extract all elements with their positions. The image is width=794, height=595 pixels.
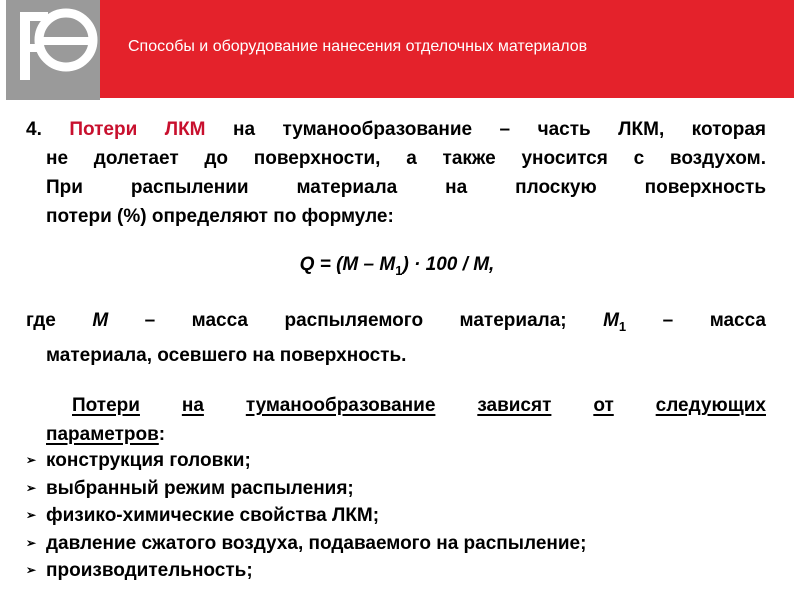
formula [0, 254, 794, 278]
underlined-word: зависят [477, 395, 552, 416]
paragraph-line [26, 420, 766, 449]
highlight-term: Потери ЛКМ [69, 119, 206, 140]
paragraph-line: материала, осевшего на поверхность. [46, 344, 407, 366]
paragraph-line [26, 115, 766, 144]
paragraph-definitions [26, 306, 766, 370]
underlined-word: туманообразование [245, 395, 436, 416]
paragraph-line [26, 306, 766, 341]
definition-text: где [26, 310, 93, 331]
formula-lhs: Q = (M – M [299, 254, 396, 275]
arrowhead-bullet-icon: ➢ [26, 563, 37, 577]
list-item [26, 475, 586, 503]
logo [6, 0, 100, 100]
list-item-text: физико-химические свойства ЛКМ; [46, 505, 380, 526]
list-item [26, 530, 586, 558]
paragraph-text: на туманообразование – часть ЛКМ, которая [232, 119, 766, 140]
slide-header [0, 0, 794, 100]
paragraph-line: При распылении материала на плоскую поверхность [46, 177, 766, 198]
formula-rhs: ) · 100 / M, [402, 254, 495, 275]
symbol-m1-base: M [603, 310, 619, 331]
arrowhead-bullet-icon: ➢ [26, 508, 37, 522]
list-item-text: конструкция головки; [46, 450, 251, 471]
underlined-word: на [181, 395, 204, 416]
symbol-m: M [92, 310, 109, 331]
paragraph-line [26, 391, 766, 420]
paragraph-parameters [26, 391, 766, 449]
paragraph-line: потери (%) определяют по формуле: [46, 206, 394, 227]
underlined-word: параметров [46, 424, 159, 445]
symbol-m1-subscript: 1 [618, 318, 627, 334]
list-item [26, 557, 586, 585]
parameter-list [26, 447, 586, 585]
arrowhead-bullet-icon: ➢ [26, 453, 37, 467]
underlined-word: следующих [655, 395, 766, 416]
item-number: 4. [26, 119, 42, 140]
fe-logo-icon [6, 0, 100, 100]
arrowhead-bullet-icon: ➢ [26, 535, 37, 550]
title-banner [100, 0, 794, 98]
paragraph-text: : [158, 424, 166, 445]
underlined-word: Потери [72, 395, 140, 416]
paragraph-line: не долетает до поверхности, а также уносится с воздухом. [46, 148, 766, 169]
list-item [26, 447, 586, 475]
slide-title: Способы и оборудование нанесения отделочных материалов [128, 38, 588, 55]
symbol-m1 [603, 310, 627, 334]
list-item [26, 502, 586, 530]
list-item-text: выбранный режим распыления; [46, 477, 354, 499]
formula-subscript: 1 [395, 262, 403, 278]
definition-text: – масса распыляемого материала; [144, 310, 604, 331]
paragraph-losses [26, 115, 766, 231]
arrowhead-bullet-icon: ➢ [26, 480, 37, 495]
underlined-word: от [593, 395, 614, 416]
definition-text: – масса [662, 310, 766, 331]
list-item-text: производительность; [46, 560, 253, 581]
list-item-text: давление сжатого воздуха, подаваемого на распыление; [46, 532, 587, 554]
